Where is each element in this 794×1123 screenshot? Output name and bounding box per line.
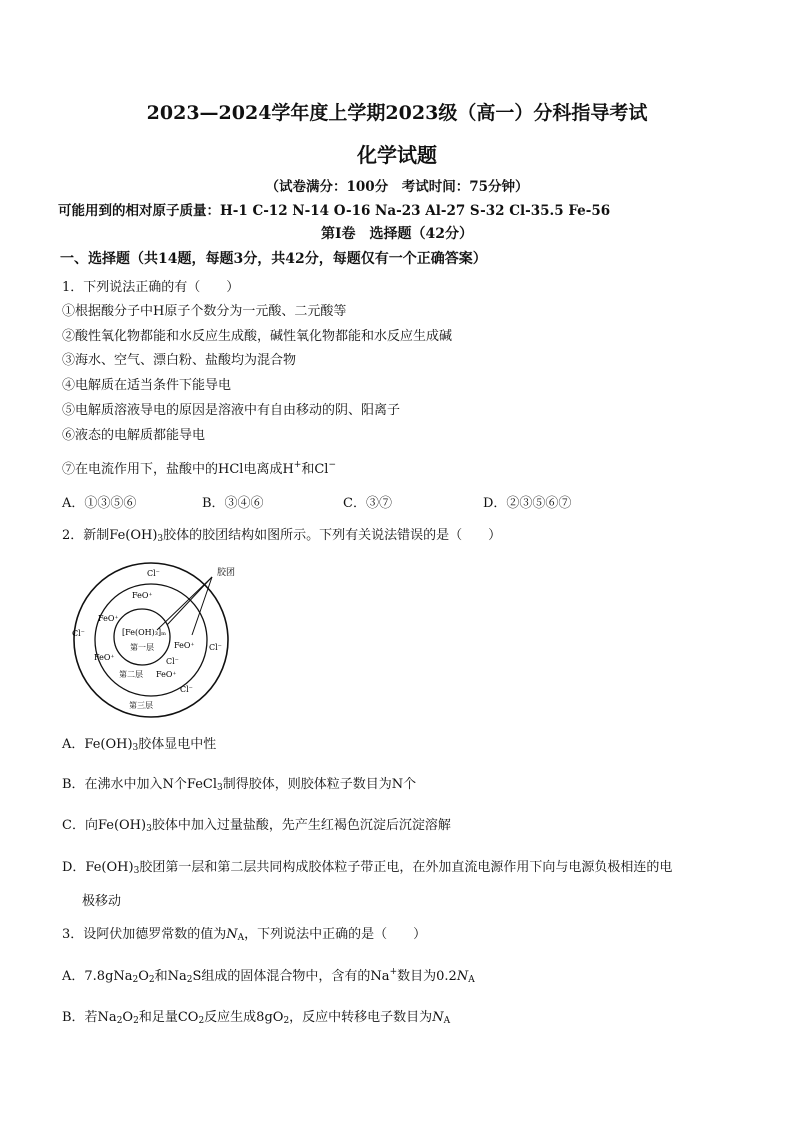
- cl-ion: Cl⁻: [166, 657, 179, 666]
- q2-option-d: D．$Fe(OH)_3$胶团第一层和第二层共同构成胶体粒子带正电，在外加直流电源作用下向与电源负极相连的电: [62, 860, 673, 876]
- cl-ion: Cl⁻: [209, 643, 222, 652]
- q2-option-d-continued: 极移动: [82, 894, 122, 909]
- q1-item-1: ①根据酸分子中H原子个数分为一元酸、二元酸等: [62, 304, 347, 319]
- exam-title: 2023—2024学年度上学期2023级（高一）分科指导考试: [146, 102, 648, 124]
- cl-ion: Cl⁻: [180, 685, 193, 694]
- part-title: 第Ⅰ卷 选择题（42分）: [320, 226, 474, 242]
- exam-info: （试卷满分：100分 考试时间：75分钟）: [265, 179, 529, 195]
- q1-item-2: ②酸性氧化物都能和水反应生成酸，碱性氧化物都能和水反应生成碱: [62, 329, 453, 344]
- cl-ion: Cl⁻: [72, 629, 85, 638]
- callout-label: 胶团: [217, 568, 236, 578]
- feo-ion: FeO⁺: [94, 653, 115, 662]
- atomic-masses: 可能用到的相对原子质量：H-1 C-12 N-14 O-16 Na-23 Al-27 S-32 Cl-35.5 Fe-56: [58, 203, 611, 219]
- callout-line-2: [167, 577, 212, 625]
- feo-ion: FeO⁺: [132, 591, 153, 600]
- layer1-label: 第一层: [130, 643, 154, 652]
- q1-item-5: ⑤电解质溶液导电的原因是溶液中有自由移动的阴、阳离子: [62, 403, 401, 418]
- q1-item-3: ③海水、空气、漂白粉、盐酸均为混合物: [62, 353, 297, 368]
- layer3-label: 第三层: [129, 701, 153, 710]
- subject-title: 化学试题: [357, 143, 437, 167]
- q1-option-d: D．②③⑤⑥⑦: [483, 496, 572, 511]
- q3-stem: 3．设阿伏加德罗常数的值为$N_A$，下列说法中正确的是（ ）: [62, 927, 427, 943]
- inner-circle: [114, 609, 170, 665]
- q2-option-c: C．向$Fe(OH)_3$胶体中加入过量盐酸，先产生红褐色沉淀后沉淀溶解: [62, 818, 451, 834]
- q3-option-a: A．$7.8gNa_2O_2$和$Na_2S$组成的固体混合物中，含有的Na+数目为$0.2N_A$: [62, 967, 475, 985]
- core-label: [Fe(OH)₃]ₘ: [122, 628, 166, 637]
- q1-option-c: C．③⑦: [343, 496, 392, 511]
- layer2-label: 第二层: [119, 670, 143, 679]
- q2-option-a: A．$Fe(OH)_3$胶体显电中性: [62, 737, 217, 753]
- section-title: 一、选择题（共14题，每题3分，共42分，每题仅有一个正确答案）: [60, 251, 487, 267]
- feo-ion: FeO⁺: [174, 641, 195, 650]
- feo-ion: FeO⁺: [156, 670, 177, 679]
- q1-option-a: A．①③⑤⑥: [62, 496, 137, 511]
- cl-ion: Cl⁻: [147, 569, 160, 578]
- colloid-micelle-diagram: [62, 560, 242, 718]
- q2-stem: 2．新制$Fe(OH)_3$胶体的胶团结构如图所示。下列有关说法错误的是（ ）: [62, 528, 502, 544]
- q2-option-b: B．在沸水中加入N个FeCl$_3$制得胶体，则胶体粒子数目为N个: [62, 777, 417, 793]
- q1-item-6: ⑥液态的电解质都能导电: [62, 428, 206, 443]
- q1-item-7: ⑦在电流作用下，盐酸中的HCl电离成H+和Cl−: [62, 460, 336, 477]
- outer-circle: [74, 563, 228, 717]
- q1-item-4: ④电解质在适当条件下能导电: [62, 378, 232, 393]
- q1-stem: 1．下列说法正确的有（ ）: [62, 280, 240, 295]
- feo-ion: FeO⁺: [98, 614, 119, 623]
- q3-option-b: B．若$Na_2O_2$和足量$CO_2$反应生成$8gO_2$，反应中转移电子数目为$N_A$: [62, 1010, 451, 1026]
- q1-option-b: B．③④⑥: [202, 496, 264, 511]
